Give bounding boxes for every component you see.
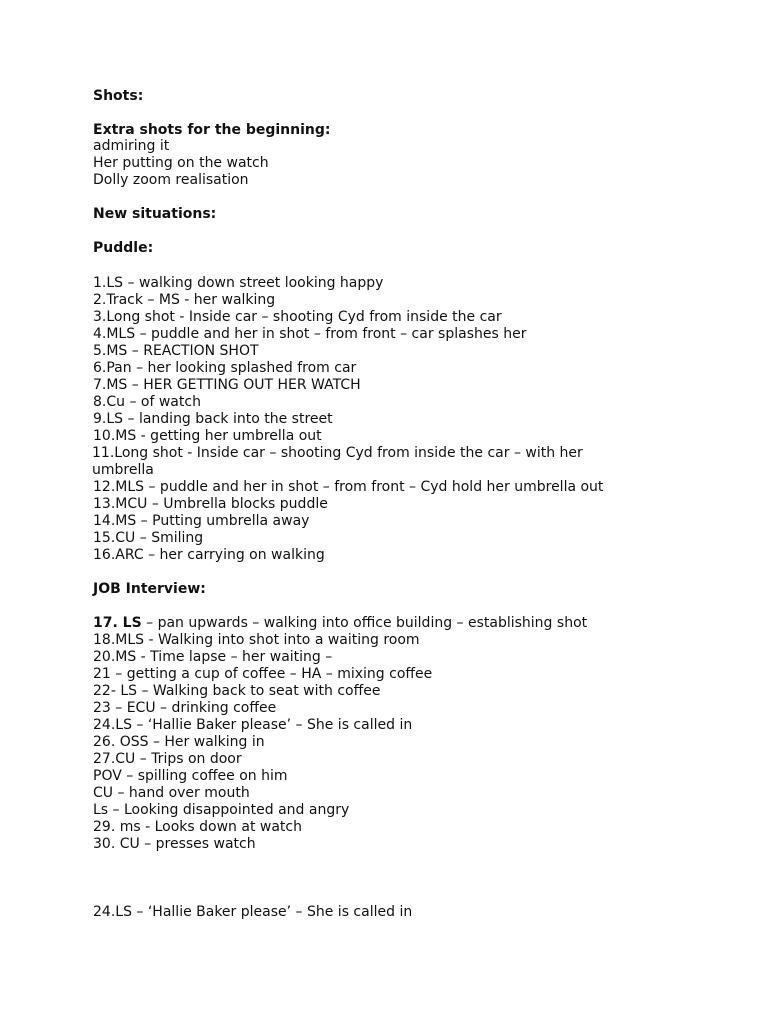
puddle-shot-line: 13.MCU – Umbrella blocks puddle xyxy=(93,496,328,512)
heading-shots: Shots: xyxy=(93,88,144,104)
puddle-shot-line: 2.Track – MS - her walking xyxy=(93,292,276,308)
job-shot-line: 26. OSS – Her walking in xyxy=(93,734,265,750)
heading-job-interview: JOB Interview: xyxy=(93,581,206,597)
job-shot-line: 24.LS – ‘Hallie Baker please’ – She is called in xyxy=(93,717,413,733)
heading-new-situations: New situations: xyxy=(93,206,217,222)
job-shot-line: Ls – Looking disappointed and angry xyxy=(93,802,350,818)
extra-shot-line: Dolly zoom realisation xyxy=(93,172,249,188)
job-shot-line: 29. ms - Looks down at watch xyxy=(93,819,302,835)
puddle-shot-line: 15.CU – Smiling xyxy=(93,530,204,546)
puddle-shot-line: 4.MLS – puddle and her in shot – from front – car splashes her xyxy=(93,326,527,342)
puddle-shot-line-wrapped xyxy=(93,445,653,479)
puddle-shot-line: 10.MS - getting her umbrella out xyxy=(93,428,322,444)
job-shot-line: 22- LS – Walking back to seat with coffee xyxy=(93,683,381,699)
puddle-shot-line: 8.Cu – of watch xyxy=(93,394,201,410)
job-shot-line: 21 – getting a cup of coffee – HA – mixing coffee xyxy=(93,666,433,682)
puddle-shot-line: 9.LS – landing back into the street xyxy=(93,411,333,427)
job-shot-line: 20.MS - Time lapse – her waiting – xyxy=(93,649,333,665)
puddle-shot-line: 5.MS – REACTION SHOT xyxy=(93,343,259,359)
puddle-shot-line: 16.ARC – her carrying on walking xyxy=(93,547,325,563)
puddle-shot-line: 1.LS – walking down street looking happy xyxy=(93,275,384,291)
puddle-shot-line: 3.Long shot - Inside car – shooting Cyd from inside the car xyxy=(93,309,502,325)
job-shot-line: 23 – ECU – drinking coffee xyxy=(93,700,277,716)
puddle-shot-line: 6.Pan – her looking splashed from car xyxy=(93,360,357,376)
job-shot-line: 30. CU – presses watch xyxy=(93,836,256,852)
footer-shot-line: 24.LS – ‘Hallie Baker please’ – She is called in xyxy=(93,904,413,920)
job-shot-line: CU – hand over mouth xyxy=(93,785,250,801)
puddle-shot-line: 7.MS – HER GETTING OUT HER WATCH xyxy=(93,377,361,393)
heading-puddle: Puddle: xyxy=(93,240,154,256)
puddle-shot-text: 11.Long shot - Inside car – shooting Cyd from inside the car – with her umbrella xyxy=(92,445,583,478)
job-shot-line: 18.MLS - Walking into shot into a waiting room xyxy=(93,632,420,648)
extra-shot-line: Her putting on the watch xyxy=(93,155,269,171)
extra-shot-line: admiring it xyxy=(93,138,170,154)
puddle-shot-line: 14.MS – Putting umbrella away xyxy=(93,513,310,529)
job-shot-line: POV – spilling coffee on him xyxy=(93,768,288,784)
puddle-shot-line: 12.MLS – puddle and her in shot – from front – Cyd hold her umbrella out xyxy=(93,479,604,495)
job-shot-17-label: 17. LS xyxy=(93,615,142,631)
job-shot-line xyxy=(93,615,708,632)
job-shot-17-text: – pan upwards – walking into office building – establishing shot xyxy=(141,615,588,631)
job-shot-line: 27.CU – Trips on door xyxy=(93,751,242,767)
heading-extra-shots: Extra shots for the beginning: xyxy=(93,122,331,138)
